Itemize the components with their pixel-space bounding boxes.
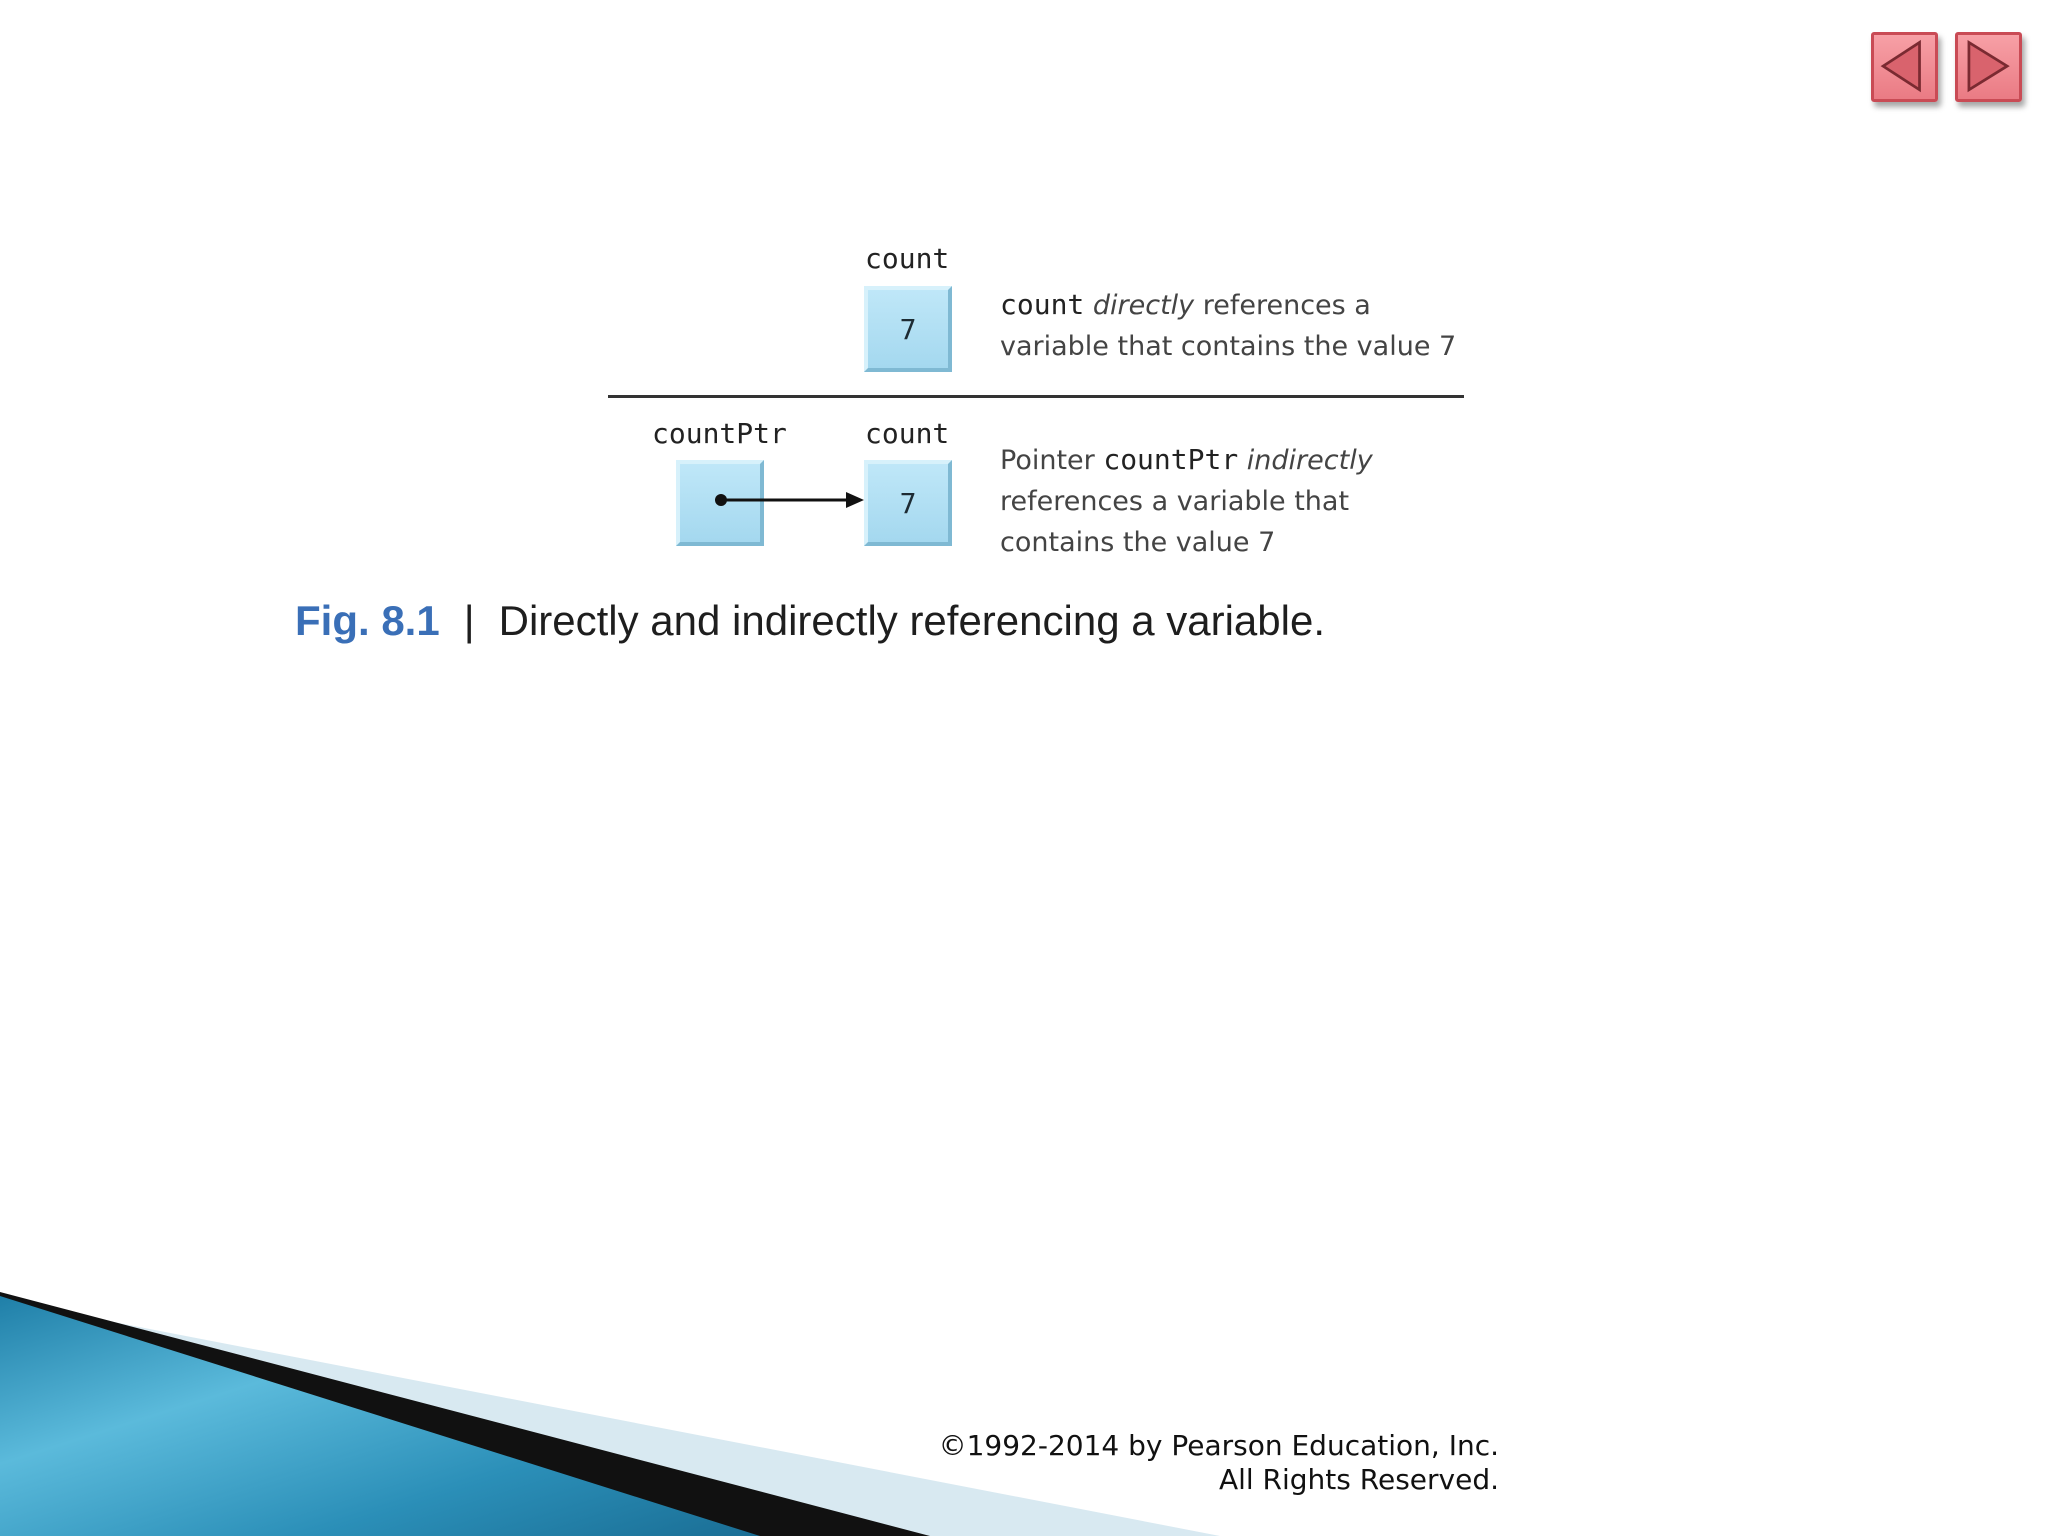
direct-desc-line2: variable that contains the value 7 xyxy=(1000,331,1457,362)
direct-desc-emphasis: directly xyxy=(1092,290,1195,321)
count-value-direct: 7 xyxy=(899,312,917,346)
next-slide-button[interactable] xyxy=(1955,32,2022,102)
count-label-direct: count xyxy=(865,242,950,275)
indirect-desc-line3: contains the value 7 xyxy=(1000,527,1276,558)
triangle-left-icon xyxy=(1874,35,1935,99)
caption-separator: | xyxy=(463,597,475,644)
count-cell-direct xyxy=(864,286,952,372)
copyright-line2: All Rights Reserved. xyxy=(1218,1463,1499,1496)
countptr-label: countPtr xyxy=(652,417,787,450)
direct-desc-rest: references a xyxy=(1194,290,1371,321)
indirect-description xyxy=(1000,439,1373,563)
caption-text: Directly and indirectly referencing a variable. xyxy=(498,597,1326,644)
copyright-footer xyxy=(939,1429,1499,1497)
count-label-indirect: count xyxy=(865,417,950,450)
divider-line xyxy=(608,395,1464,398)
pointer-arrow xyxy=(700,485,870,515)
count-value-indirect: 7 xyxy=(899,486,917,520)
indirect-desc-emphasis: indirectly xyxy=(1246,445,1373,476)
indirect-desc-code: countPtr xyxy=(1103,443,1239,476)
previous-slide-button[interactable] xyxy=(1871,32,1938,102)
count-cell-indirect xyxy=(864,460,952,546)
figure-caption xyxy=(295,597,1325,645)
triangle-right-icon xyxy=(1958,35,2019,99)
indirect-desc-prefix: Pointer xyxy=(1000,445,1104,476)
indirect-desc-line2: references a variable that xyxy=(1000,486,1350,517)
figure-number: Fig. 8.1 xyxy=(295,597,440,644)
direct-desc-code: count xyxy=(1000,288,1085,321)
direct-description xyxy=(1000,284,1456,367)
copyright-line1: ©1992-2014 by Pearson Education, Inc. xyxy=(938,1429,1499,1462)
